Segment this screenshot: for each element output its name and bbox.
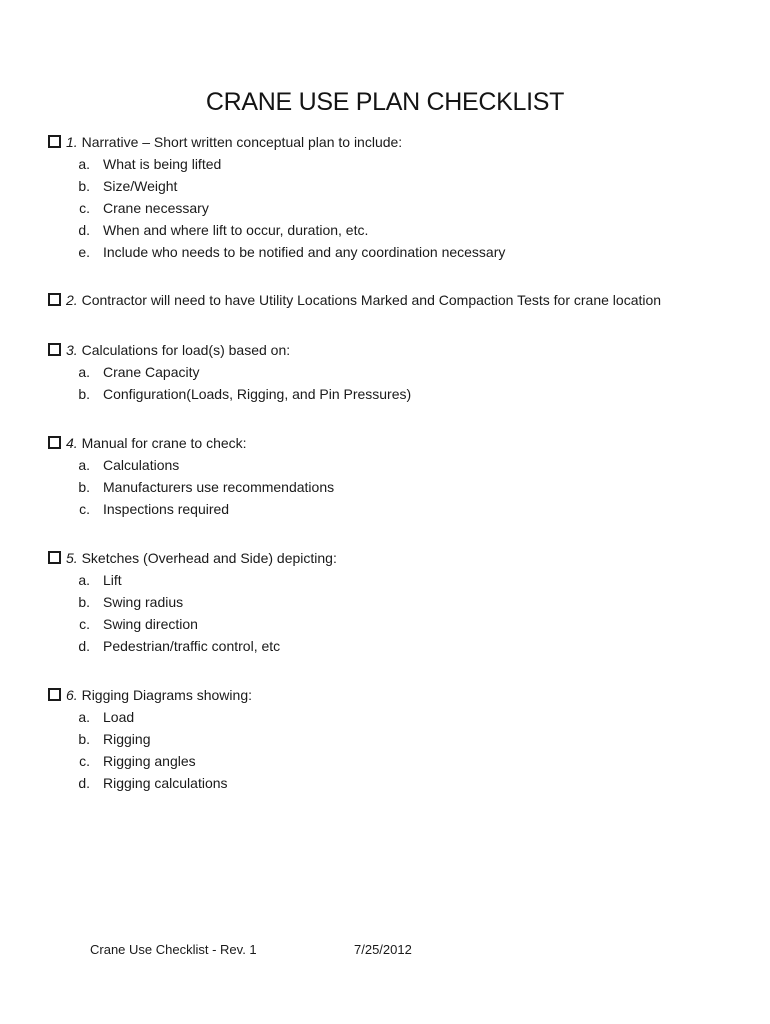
sub-list xyxy=(48,361,411,405)
item-text: Narrative – Short written conceptual plan to include: xyxy=(81,134,403,150)
item-text: Manual for crane to check: xyxy=(81,435,247,451)
sub-list xyxy=(48,454,334,520)
sub-item-text: Rigging xyxy=(103,731,151,747)
checklist-item-1 xyxy=(48,131,505,263)
sub-item-text: When and where lift to occur, duration, etc. xyxy=(103,222,369,238)
sub-item xyxy=(48,197,505,219)
sub-item xyxy=(48,728,252,750)
sub-item xyxy=(48,454,334,476)
sub-item-letter: b. xyxy=(78,386,90,402)
item-number: 5. xyxy=(66,550,78,566)
checkbox-icon[interactable] xyxy=(48,135,61,148)
sub-item-text: Load xyxy=(103,709,135,725)
sub-item-letter: e. xyxy=(78,244,90,260)
sub-item xyxy=(48,569,337,591)
footer-date: 7/25/2012 xyxy=(354,942,412,957)
sub-item-letter: b. xyxy=(78,731,90,747)
sub-item-text: Size/Weight xyxy=(103,178,178,194)
checkbox-icon[interactable] xyxy=(48,343,61,356)
checklist-item-2 xyxy=(48,289,661,311)
sub-item-letter: a. xyxy=(78,709,90,725)
sub-item-letter: a. xyxy=(78,364,90,380)
sub-item xyxy=(48,361,411,383)
sub-item-letter: a. xyxy=(78,572,90,588)
sub-item-letter: a. xyxy=(78,156,90,172)
checkbox-icon[interactable] xyxy=(48,688,61,701)
sub-item xyxy=(48,153,505,175)
item-number: 3. xyxy=(66,342,78,358)
item-text: Sketches (Overhead and Side) depicting: xyxy=(81,550,337,566)
sub-item-letter: d. xyxy=(78,775,90,791)
checkbox-icon[interactable] xyxy=(48,293,61,306)
sub-item-text: Crane Capacity xyxy=(103,364,200,380)
checklist-item-5 xyxy=(48,547,337,657)
checklist-item-3 xyxy=(48,339,411,405)
sub-item xyxy=(48,591,337,613)
sub-item xyxy=(48,706,252,728)
sub-item xyxy=(48,383,411,405)
sub-item-text: Rigging calculations xyxy=(103,775,228,791)
item-number: 4. xyxy=(66,435,78,451)
sub-item xyxy=(48,772,252,794)
item-number: 2. xyxy=(66,292,78,308)
sub-item-text: Lift xyxy=(103,572,122,588)
page-title: CRANE USE PLAN CHECKLIST xyxy=(205,88,565,116)
sub-item-text: Crane necessary xyxy=(103,200,209,216)
sub-list xyxy=(48,569,337,657)
sub-item xyxy=(48,241,505,263)
sub-item-letter: c. xyxy=(79,616,90,632)
sub-list xyxy=(48,706,252,794)
sub-item-text: Swing direction xyxy=(103,616,198,632)
sub-item-letter: a. xyxy=(78,457,90,473)
sub-item-letter: d. xyxy=(78,638,90,654)
item-number: 1. xyxy=(66,134,78,150)
sub-item xyxy=(48,175,505,197)
sub-item-letter: d. xyxy=(78,222,90,238)
footer-revision: Crane Use Checklist - Rev. 1 xyxy=(90,942,257,957)
sub-item-text: Inspections required xyxy=(103,501,230,517)
sub-item-letter: b. xyxy=(78,178,90,194)
sub-item-text: Manufacturers use recommendations xyxy=(103,479,335,495)
sub-item-text: Pedestrian/traffic control, etc xyxy=(103,638,281,654)
checkbox-icon[interactable] xyxy=(48,551,61,564)
sub-item xyxy=(48,613,337,635)
item-text: Contractor will need to have Utility Locations Marked and Compaction Tests for crane location xyxy=(81,292,662,308)
sub-item xyxy=(48,476,334,498)
checkbox-icon[interactable] xyxy=(48,436,61,449)
sub-item-letter: c. xyxy=(79,200,90,216)
item-text: Calculations for load(s) based on: xyxy=(81,342,291,358)
item-number: 6. xyxy=(66,687,78,703)
sub-item-letter: c. xyxy=(79,501,90,517)
sub-item-text: Calculations xyxy=(103,457,180,473)
sub-item-text: Rigging angles xyxy=(103,753,196,769)
sub-item xyxy=(48,498,334,520)
sub-item-letter: b. xyxy=(78,479,90,495)
item-text: Rigging Diagrams showing: xyxy=(81,687,252,703)
checklist-item-6 xyxy=(48,684,252,794)
sub-item-text: What is being lifted xyxy=(103,156,222,172)
sub-item xyxy=(48,635,337,657)
sub-item xyxy=(48,219,505,241)
sub-item-text: Swing radius xyxy=(103,594,184,610)
sub-item-letter: c. xyxy=(79,753,90,769)
checklist-item-4 xyxy=(48,432,334,520)
sub-list xyxy=(48,153,505,263)
sub-item xyxy=(48,750,252,772)
sub-item-text: Configuration(Loads, Rigging, and Pin Pressures) xyxy=(103,386,412,402)
sub-item-letter: b. xyxy=(78,594,90,610)
sub-item-text: Include who needs to be notified and any coordination necessary xyxy=(103,244,506,260)
